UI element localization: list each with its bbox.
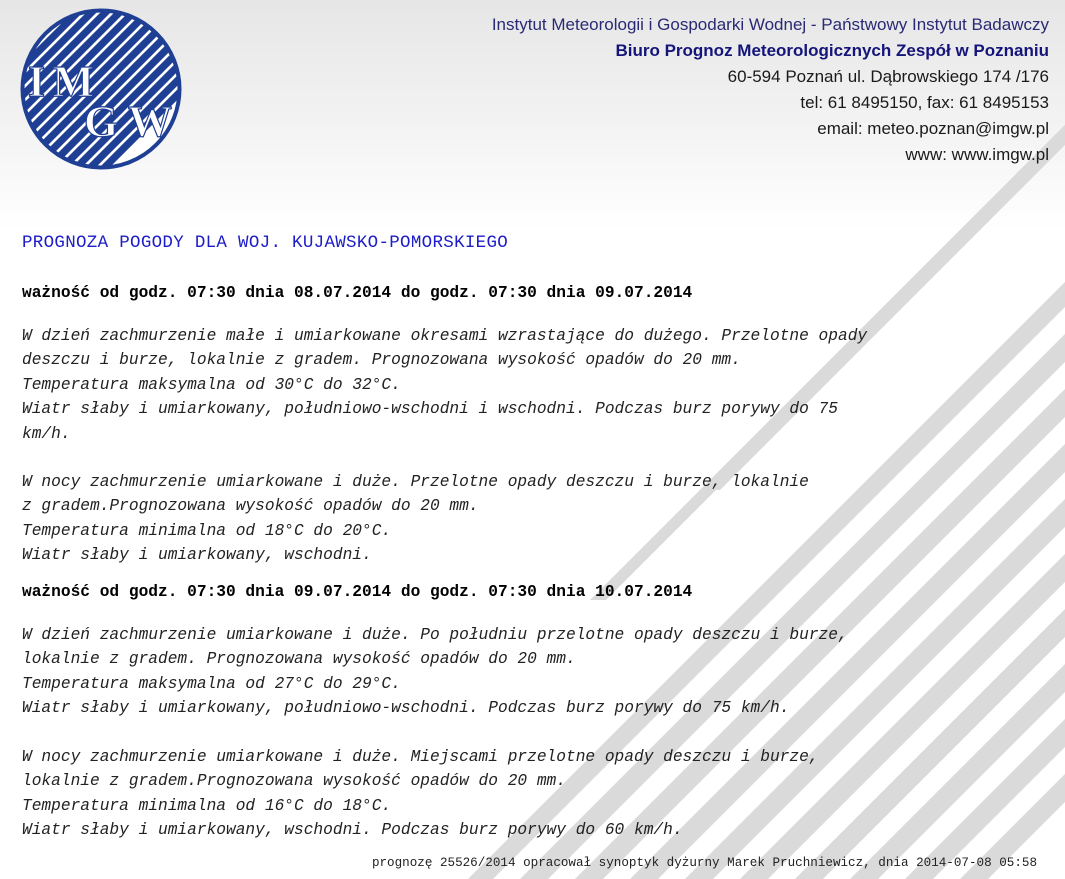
forecast-line: Wiatr słaby i umiarkowany, południowo-wschodni i wschodni. Podczas burz porywy do 75 <box>22 400 838 419</box>
forecast-line: Wiatr słaby i umiarkowany, wschodni. <box>22 546 372 565</box>
logo-gw-text: GW <box>84 97 172 146</box>
office-name: Biuro Prognoz Meteorologicznych Zespół w Poznaniu <box>615 41 1049 60</box>
forecast-line: W nocy zachmurzenie umiarkowane i duże. Miejscami przelotne opady deszczu i burze, <box>22 748 819 766</box>
forecast-line: W dzień zachmurzenie małe i umiarkowane okresami wzrastające do dużego. Przelotne opady <box>22 327 868 345</box>
forecast-line: Wiatr słaby i umiarkowany, wschodni. Podczas burz porywy do 60 km/h. <box>22 821 683 840</box>
forecast-line: Wiatr słaby i umiarkowany, południowo-wschodni. Podczas burz porywy do 75 km/h. <box>22 699 790 718</box>
forecast-day-2 <box>22 623 1042 721</box>
office-email[interactable]: email: meteo.poznan@imgw.pl <box>817 119 1049 138</box>
forecast-line: km/h. <box>22 424 71 443</box>
forecast-line: deszczu i burze, lokalnie z gradem. Prognozowana wysokość opadów do 20 mm. <box>22 351 741 370</box>
institute-header <box>492 12 1049 168</box>
forecast-line: lokalnie z gradem. Prognozowana wysokość opadów do 20 mm. <box>22 650 576 669</box>
forecast-title: PROGNOZA POGODY DLA WOJ. KUJAWSKO-POMORSKIEGO <box>22 233 509 253</box>
logo-im-text: IM <box>28 57 94 106</box>
imgw-logo <box>20 8 182 170</box>
forecast-day-1 <box>22 324 1042 446</box>
forecast-line: Temperatura minimalna od 16°C do 18°C. <box>22 796 392 815</box>
forecast-night-1 <box>22 470 1042 568</box>
forecast-line: Temperatura maksymalna od 27°C do 29°C. <box>22 674 401 693</box>
forecast-line: Temperatura minimalna od 18°C do 20°C. <box>22 521 392 540</box>
office-address: 60-594 Poznań ul. Dąbrowskiego 174 /176 <box>727 67 1049 86</box>
institute-name: Instytut Meteorologii i Gospodarki Wodnej - Państwowy Instytut Badawczy <box>491 15 1049 34</box>
forecast-line: W dzień zachmurzenie umiarkowane i duże. Po południu przelotne opady deszczu i burze, <box>22 626 848 644</box>
office-phone: tel: 61 8495150, fax: 61 8495153 <box>800 93 1049 112</box>
forecast-line: lokalnie z gradem.Prognozowana wysokość opadów do 20 mm. <box>22 772 566 791</box>
forecast-line: W nocy zachmurzenie umiarkowane i duże. Przelotne opady deszczu i burze, lokalnie <box>22 473 809 491</box>
forecast-author-note: prognozę 25526/2014 opracował synoptyk dyżurny Marek Pruchniewicz, dnia 2014-07-08 05:58 <box>371 856 1037 870</box>
validity-period-2: ważność od godz. 07:30 dnia 09.07.2014 do godz. 07:30 dnia 10.07.2014 <box>22 583 693 601</box>
forecast-line: z gradem.Prognozowana wysokość opadów do 20 mm. <box>22 497 479 516</box>
forecast-night-2 <box>22 745 1042 843</box>
validity-period-1: ważność od godz. 07:30 dnia 08.07.2014 do godz. 07:30 dnia 09.07.2014 <box>22 284 693 302</box>
office-website[interactable]: www: www.imgw.pl <box>905 145 1049 164</box>
forecast-line: Temperatura maksymalna od 30°C do 32°C. <box>22 375 401 394</box>
